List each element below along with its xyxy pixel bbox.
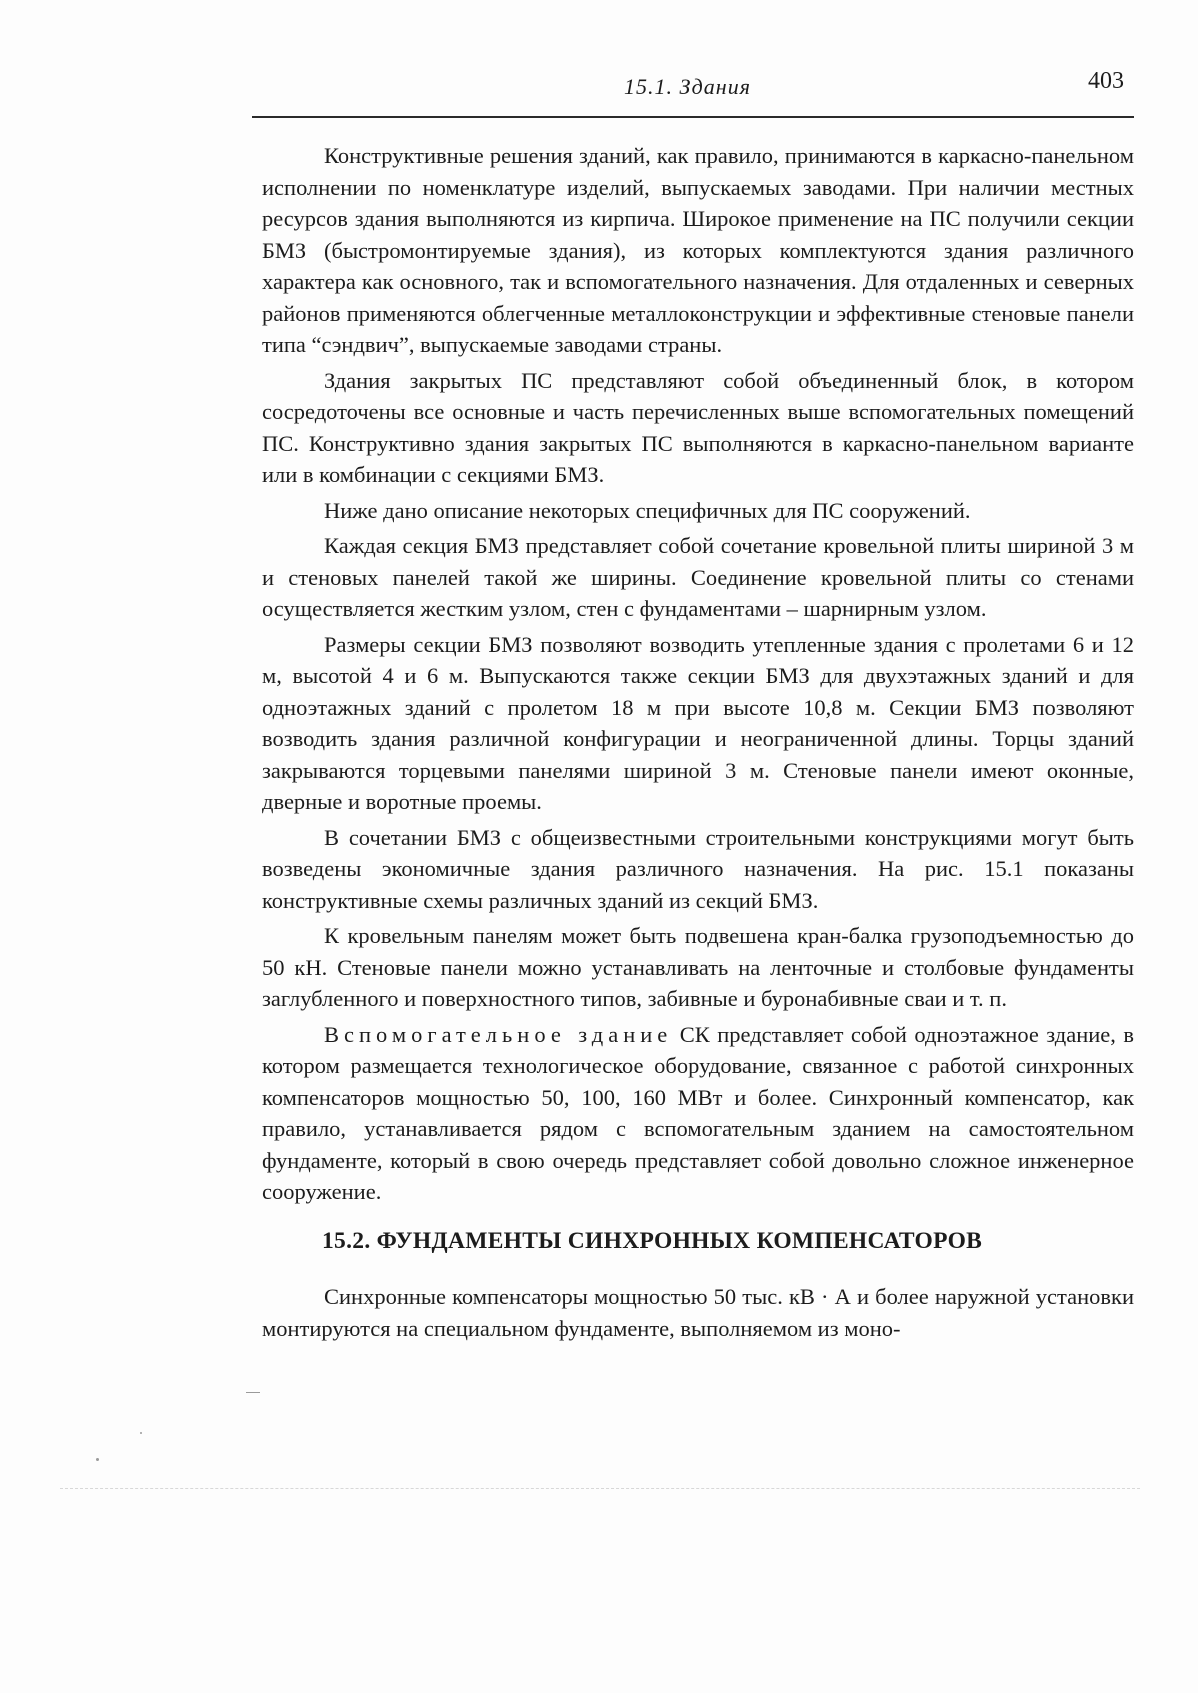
page-number: 403 [1088,68,1124,94]
paragraph-building-construction: Конструктивные решения зданий, как правило, принимаются в каркасно-панельном исполнении по номенклатуре изделий, выпускаемых заводами. При наличии местных ресурсов здания выполняются из кирпича. Широкое применение на ПС получили секции БМЗ (быстромонтируемые здания), из которых комплектуются здания различного характера как основного, так и вспомогательного назначения. Для отдаленных и северных районов применяются облегченные металлоконструкции и эффективные стеновые панели типа “сэндвич”, выпускаемые заводами страны. [262,143,1134,357]
paragraph-auxiliary-building [262,1019,1134,1208]
paragraph-bmz-dimensions: Размеры секции БМЗ позволяют возводить утепленные здания с пролетами 6 и 12 м, высотой 4 и 6 м. Выпускаются также секции БМЗ для двухэтажных зданий и для одноэтажных зданий с пролетом 18 м при высоте 10,8 м. Секции БМЗ позволяют возводить здания различной конфигурации и неограниченной длины. Торцы зданий закрываются торцевыми панелями шириной 3 м. Стеновые панели имеют оконные, дверные и воротные проемы. [262,631,1134,814]
running-header [252,68,1134,118]
scan-artifact-line [60,1488,1140,1489]
auxiliary-building-text: СК представляет собой одноэтажное здание, в котором размещается технологическое оборудование, связанное с работой синхронных компенсаторов мощностью 50, 100, 160 МВт и более. Синхронный компенсатор, как правило, устанавливается рядом с вспомогательным зданием на самостоятельном фундаменте, который в свою очередь представляет собой довольно сложное инженерное сооружение. [262,1021,1135,1204]
main-text [262,140,1134,1348]
paragraph-bmz-combination: В сочетании БМЗ с общеизвестными строительными конструкциями могут быть возведены экономичные здания различного назначения. На рис. 15.1 показаны конструктивные схемы различных зданий из секций БМЗ. [262,824,1134,913]
scan-artifact-speck [140,1432,142,1434]
spaced-term: Вспомогательное здание [324,1021,673,1047]
section-heading: 15.2. ФУНДАМЕНТЫ СИНХРОННЫХ КОМПЕНСАТОРОВ [322,1227,983,1254]
paragraph-bmz-section: Каждая секция БМЗ представляет собой сочетание кровельной плиты шириной 3 м и стеновых панелей такой же ширины. Соединение кровельной плиты со стенами осуществляется жестким узлом, стен с фундаментами – шарнирным узлом. [262,533,1134,621]
running-header-title: 15.1. Здания [624,74,751,99]
scan-artifact-speck [246,1392,260,1393]
paragraph-compensator-foundations: Синхронные компенсаторы мощностью 50 тыс. кВ · А и более наружной установки монтируются на специальном фундаменте, выполняемом из моно- [262,1284,1134,1341]
paragraph-description-intro: Ниже дано описание некоторых специфичных для ПС сооружений. [324,497,971,523]
paragraph-closed-substation-buildings: Здания закрытых ПС представляют собой объединенный блок, в котором сосредоточены все основные и часть перечисленных выше вспомогательных помещений ПС. Конструктивно здания закрытых ПС выполняются в каркасно-панельном варианте или в комбинации с секциями БМЗ. [262,367,1134,487]
scan-artifact-speck [96,1458,99,1461]
paragraph-crane-beam: К кровельным панелям может быть подвешена кран-балка грузоподъемностью до 50 кН. Стеновые панели можно устанавливать на ленточные и столбовые фундаменты заглубленного и поверхностного типов, забивные и буронабивные сваи и т. п. [262,923,1134,1011]
